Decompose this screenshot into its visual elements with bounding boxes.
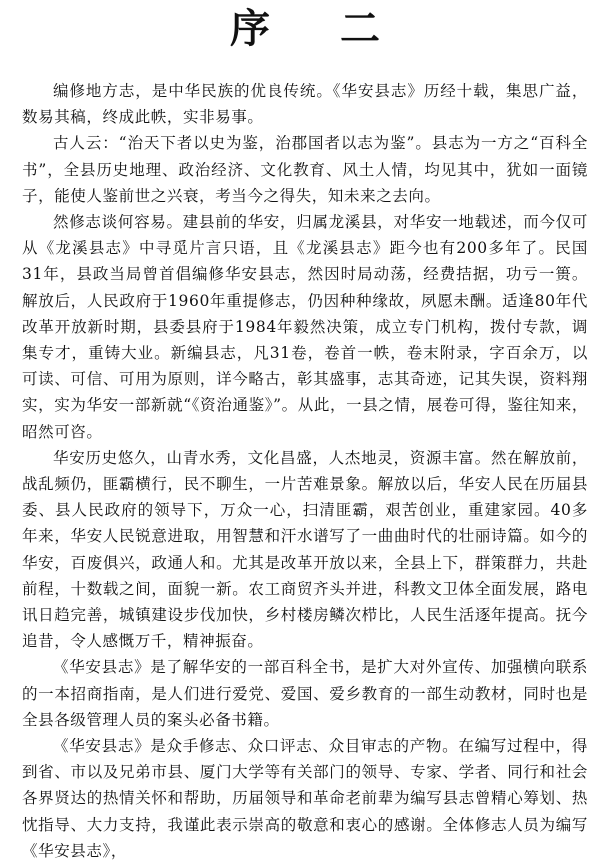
paragraph-2: 古人云：“治天下者以史为鉴，治郡国者以志为鉴”。县志为一方之“百科全书”，全县历史地理、政治经济、文化教育、风土人情，均见其中，犹如一面镜子，能使人鉴前世之兴衰，考当今之得失，知未来之去向。 (22, 134, 588, 205)
paragraph-1: 编修地方志，是中华民族的优良传统。《华安县志》历经十载，集思广益，数易其稿，终成此帙，实非易事。 (22, 82, 588, 127)
page-title: 序 二 (230, 5, 408, 52)
paragraph-6: 《华安县志》是众手修志、众口评志、众目审志的产物。在编写过程中，得到省、市以及兄弟市县、厦门大学等有关部门的领导、专家、学者、同行和社会各界贤达的热情关怀和帮助，历届领导和革命老前辈为编写县志曾精心筹划、热忱指导、大力支持，我谨此表示崇高的敬意和衷心的感谢。全体修志人员为编写《华安县志》， (22, 737, 588, 860)
paragraph-3: 然修志谈何容易。建县前的华安，归属龙溪县，对华安一地载述，而今仅可从《龙溪县志》中寻觅片言只语，且《龙溪县志》距今也有200多年了。民国31年，县政当局曾首倡编修华安县志，然因时局动荡，经费拮据，功亏一篑。解放后，人民政府于1960年重提修志，仍因种种缘故，夙愿未酬。适逢80年代改革开放新时期，县委县府于1984年毅然决策，成立专门机构，拨付专款，调集专才，重铸大业。新编县志，凡31卷，卷首一帙，卷末附录，字百余万，以可读、可信、可用为原则，详今略古，彰其盛事，志其奇迹，记其失误，资料翔实，实为华安一部新就“《资治通鉴》”。从此，一县之情，展卷可得，鉴往知来，昭然可咨。 (22, 213, 588, 441)
document-body (22, 78, 588, 864)
paragraph-4: 华安历史悠久，山青水秀，文化昌盛，人杰地灵，资源丰富。然在解放前，战乱频仍，匪霸横行，民不聊生，一片苦难景象。解放以后，华安人民在历届县委、县人民政府的领导下，万众一心，扫清匪霸，艰苦创业，重建家园。40多年来，华安人民锐意进取，用智慧和汗水谱写了一曲曲时代的壮丽诗篇。如今的华安，百废俱兴，政通人和。尤其是改革开放以来，全县上下，群策群力，共赴前程，十数载之间，面貌一新。农工商贸齐头并进，科教文卫体全面发展，路电讯日趋完善，城镇建设步伐加快，乡村楼房鳞次栉比，人民生活逐年提高。抚今追昔，令人感慨万千，精神振奋。 (22, 448, 588, 651)
paragraph-5: 《华安县志》是了解华安的一部百科全书，是扩大对外宣传、加强横向联系的一本招商指南，是人们进行爱党、爱国、爱乡教育的一部生动教材，同时也是全县各级管理人员的案头必备书籍。 (22, 658, 588, 729)
document-page (22, 0, 588, 860)
